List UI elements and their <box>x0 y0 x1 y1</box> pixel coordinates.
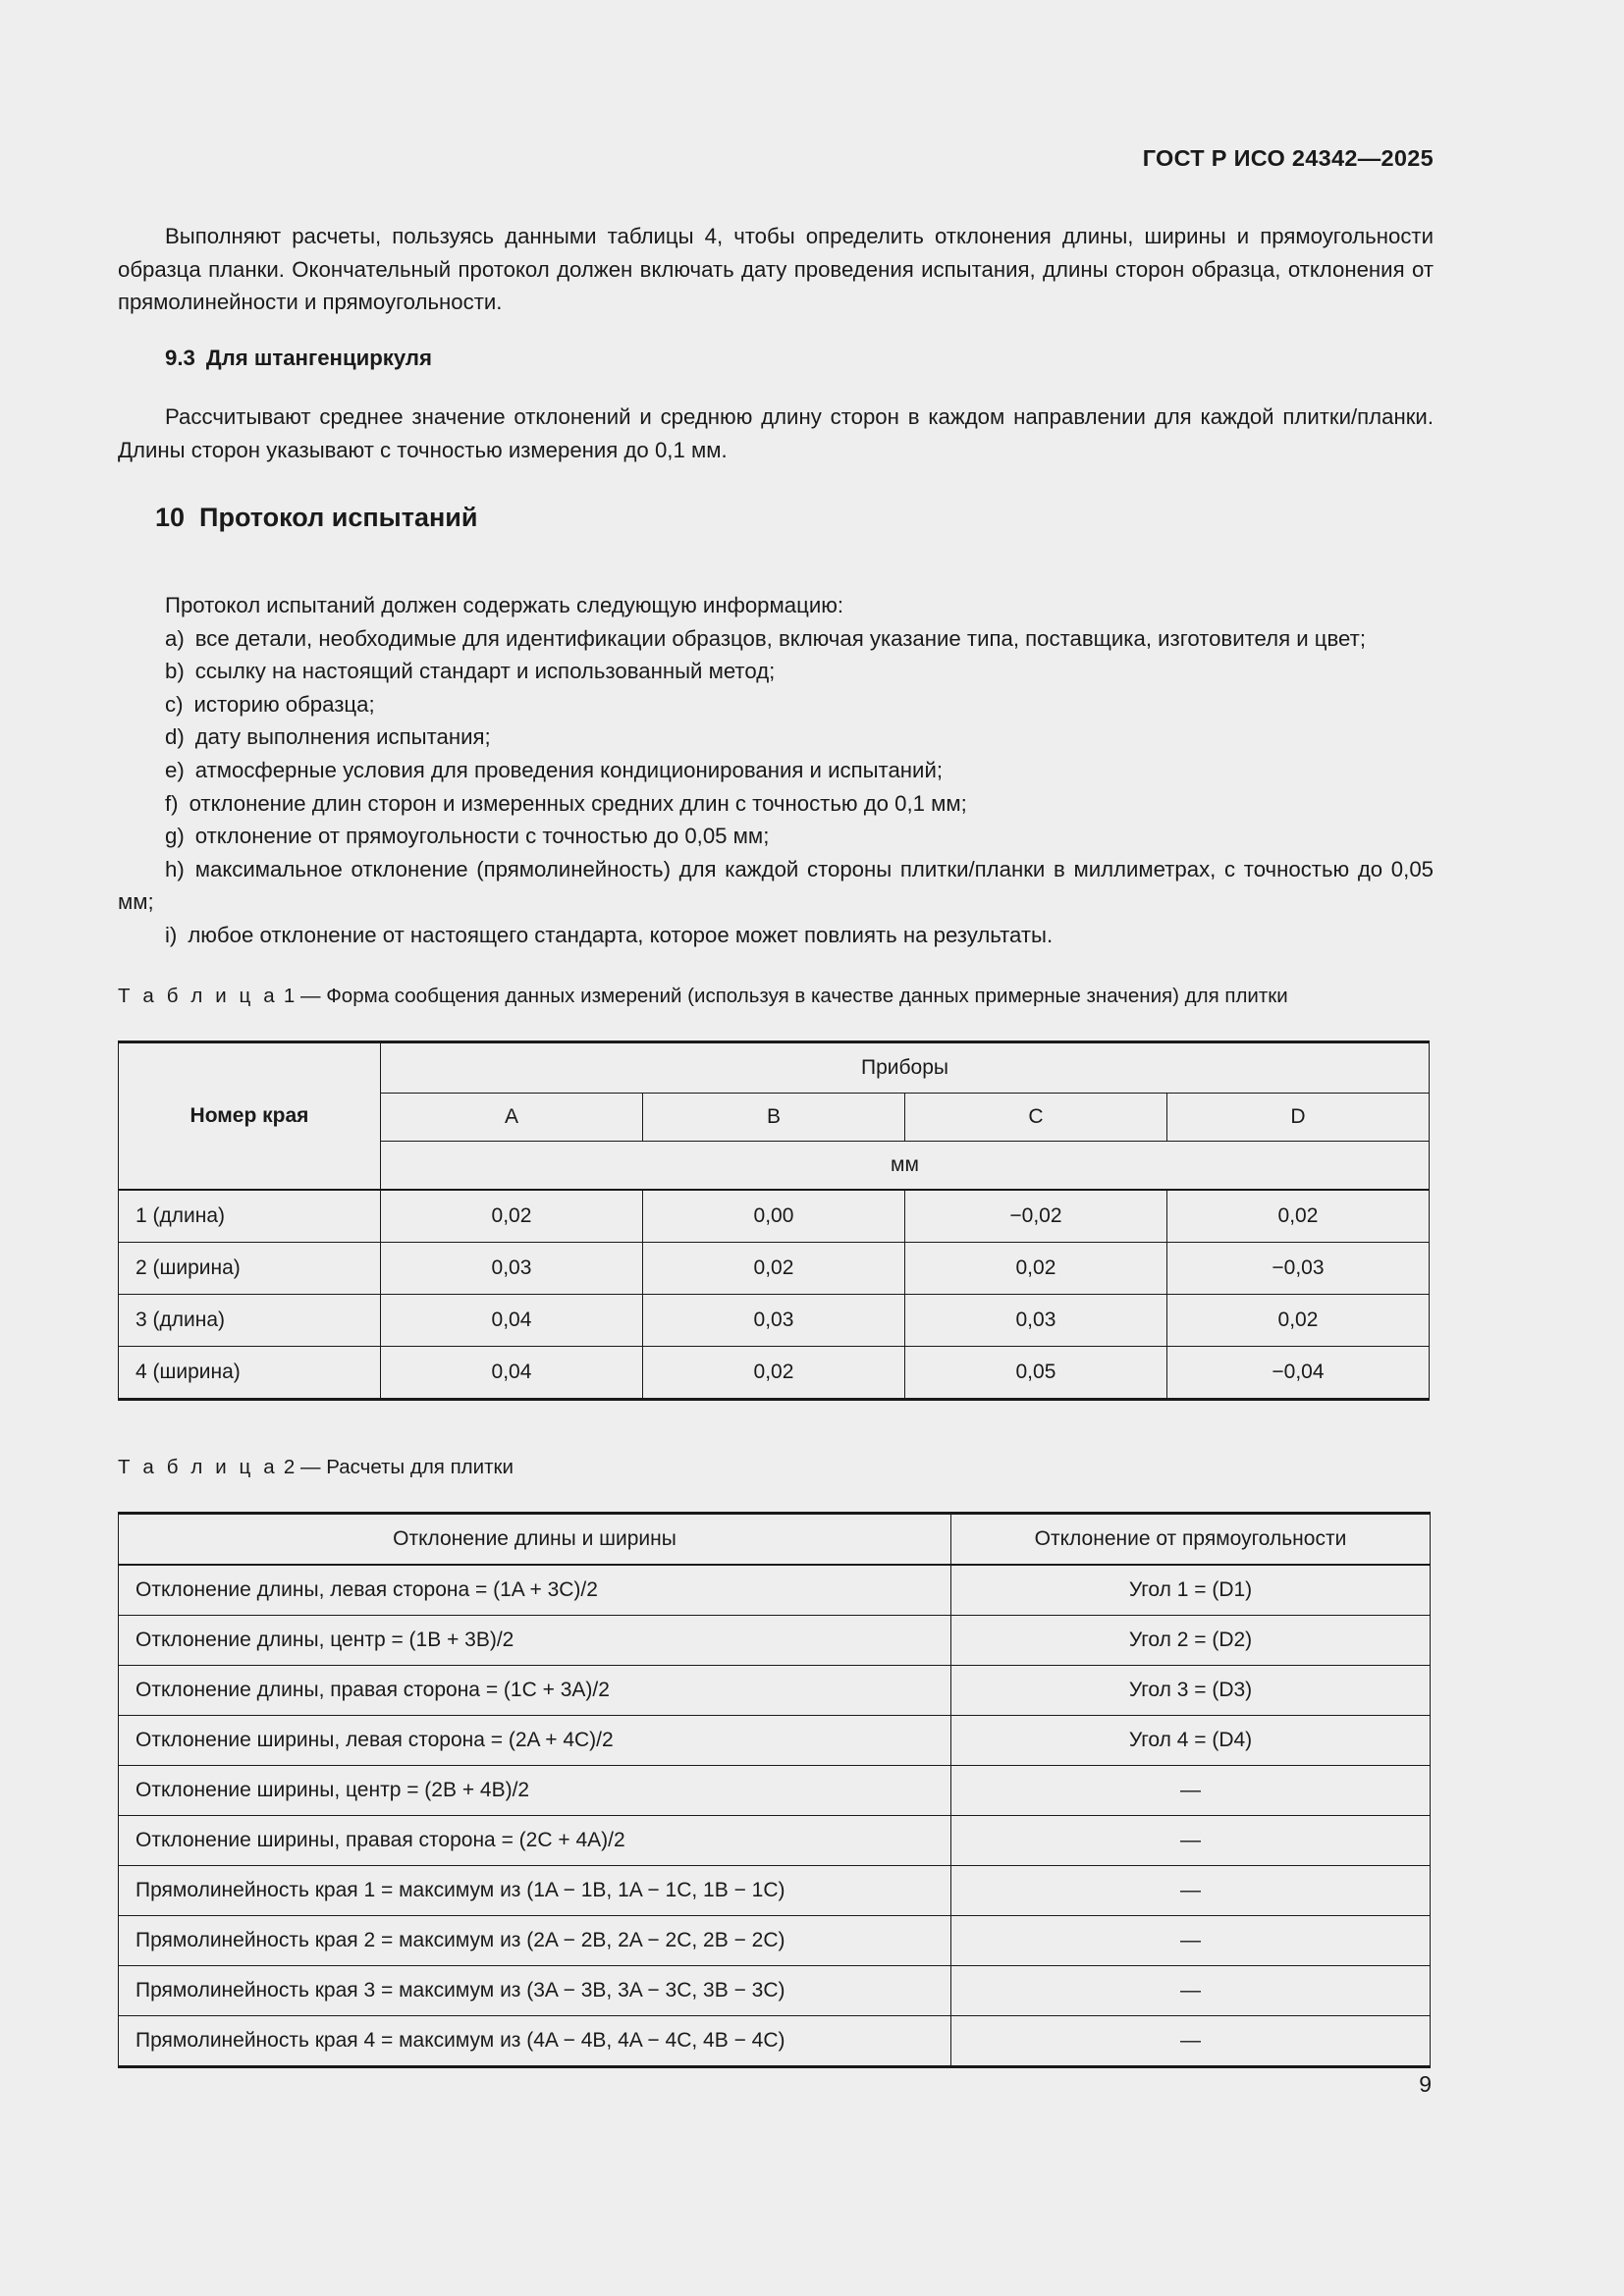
table-2-cell-formula: Отклонение ширины, левая сторона = (2A + 4C)/2 <box>119 1716 951 1766</box>
table-row <box>119 1616 1431 1666</box>
table-1-header-b: B <box>642 1094 904 1142</box>
list-item-marker: h) <box>165 856 185 881</box>
table-2-caption-dash: — <box>300 1456 321 1478</box>
table-row <box>119 1666 1431 1716</box>
table-2 <box>118 1512 1431 2068</box>
list-item-marker: g) <box>165 824 185 849</box>
section-10-body <box>118 589 1434 952</box>
intro-paragraph-block <box>118 220 1434 319</box>
table-2-cell-formula: Прямолинейность края 4 = максимум из (4A − 4B, 4A − 4C, 4B − 4C) <box>119 2016 951 2067</box>
table-1-header-d: D <box>1166 1094 1429 1142</box>
table-1-caption <box>118 982 1434 1011</box>
table-1-cell-edge: 1 (длина) <box>119 1190 381 1243</box>
table-1-caption-number: 1 <box>283 985 296 1007</box>
table-2-header-left: Отклонение длины и ширины <box>119 1514 951 1566</box>
table-row <box>119 1190 1430 1243</box>
table-2-cell-formula: Отклонение длины, центр = (1B + 3B)/2 <box>119 1616 951 1666</box>
table-1-caption-label: Т а б л и ц а <box>118 985 279 1007</box>
section-10-list-item <box>118 787 1434 821</box>
table-1-body <box>119 1190 1430 1400</box>
list-item-text: дату выполнения испытания; <box>194 724 491 750</box>
list-item-text: историю образца; <box>193 691 375 717</box>
table-row <box>119 1866 1431 1916</box>
table-1-header-c: C <box>904 1094 1166 1142</box>
table-2-cell-angle: — <box>951 1766 1431 1816</box>
list-item-marker: b) <box>165 659 185 684</box>
section-9-3-paragraph: Рассчитывают среднее значение отклонений и среднюю длину сторон в каждом направлении для каждой плитки/планки. Длины сторон указывают с точностью измерения до 0,1 мм. <box>118 404 1434 462</box>
table-1-cell-value: 0,02 <box>1166 1190 1429 1243</box>
table-1 <box>118 1041 1430 1401</box>
table-row <box>119 1716 1431 1766</box>
table-1-cell-value: 0,03 <box>642 1295 904 1347</box>
heading-9-3-title: Для штангенциркуля <box>205 346 432 370</box>
table-2-cell-formula: Прямолинейность края 1 = максимум из (1A − 1B, 1A − 1C, 1B − 1C) <box>119 1866 951 1916</box>
list-item-marker: i) <box>165 922 178 947</box>
heading-10-title: Протокол испытаний <box>199 503 478 532</box>
table-2-cell-formula: Отклонение длины, правая сторона = (1C + 3A)/2 <box>119 1666 951 1716</box>
table-1-cell-value: 0,03 <box>380 1243 642 1295</box>
table-1-cell-value: 0,03 <box>904 1295 1166 1347</box>
table-row <box>119 1916 1431 1966</box>
table-2-cell-formula: Отклонение ширины, центр = (2B + 4B)/2 <box>119 1766 951 1816</box>
table-1-cell-edge: 3 (длина) <box>119 1295 381 1347</box>
table-2-cell-angle: — <box>951 1866 1431 1916</box>
table-1-header-edge: Номер края <box>119 1042 381 1191</box>
table-1-cell-value: 0,02 <box>642 1243 904 1295</box>
heading-9-3-number: 9.3 <box>165 346 195 370</box>
table-1-cell-value: −0,03 <box>1166 1243 1429 1295</box>
list-item-text: ссылку на настоящий стандарт и использованный метод; <box>194 659 776 684</box>
section-9-3-body <box>118 400 1434 466</box>
heading-9-3 <box>118 346 1434 371</box>
table-2-header-row <box>119 1514 1431 1566</box>
section-10-list-item <box>118 655 1434 688</box>
table-2-caption <box>118 1453 1434 1482</box>
table-row <box>119 1966 1431 2016</box>
list-item-text: атмосферные условия для проведения кондиционирования и испытаний; <box>194 757 943 782</box>
section-10-list-item <box>118 754 1434 787</box>
table-1-caption-text: Форма сообщения данных измерений (используя в качестве данных примерные значения) для плитки <box>326 985 1288 1007</box>
table-1-cell-value: 0,00 <box>642 1190 904 1243</box>
table-2-cell-angle: Угол 2 = (D2) <box>951 1616 1431 1666</box>
list-item-text: максимальное отклонение (прямолинейность) для каждой стороны плитки/планки в миллиметрах, с точностью до 0,05 мм; <box>118 856 1434 915</box>
table-1-cell-value: 0,02 <box>642 1347 904 1400</box>
list-item-text: любое отклонение от настоящего стандарта, которое может повлиять на результаты. <box>188 922 1054 947</box>
table-row <box>119 1243 1430 1295</box>
intro-paragraph: Выполняют расчеты, пользуясь данными таблицы 4, чтобы определить отклонения длины, ширины и прямоугольности образца планки. Окончательный протокол должен включать дату проведения испытания, длины сторон образца, отклонения от прямолинейности и прямоугольности. <box>118 224 1434 315</box>
table-2-caption-text: Расчеты для плитки <box>326 1456 514 1478</box>
table-1-cell-value: 0,04 <box>380 1347 642 1400</box>
table-1-cell-value: −0,04 <box>1166 1347 1429 1400</box>
table-2-cell-angle: — <box>951 1966 1431 2016</box>
table-row <box>119 1565 1431 1616</box>
table-2-cell-angle: — <box>951 1816 1431 1866</box>
table-row <box>119 1766 1431 1816</box>
table-1-cell-edge: 2 (ширина) <box>119 1243 381 1295</box>
list-item-marker: f) <box>165 790 179 816</box>
running-header: ГОСТ Р ИСО 24342—2025 <box>1142 145 1434 171</box>
table-row <box>119 1347 1430 1400</box>
table-1-cell-value: 0,02 <box>380 1190 642 1243</box>
table-1-header-unit: мм <box>380 1142 1429 1191</box>
section-10-list-item <box>118 919 1434 952</box>
table-row <box>119 1295 1430 1347</box>
section-10-list <box>118 622 1434 952</box>
table-1-caption-dash: — <box>300 985 321 1007</box>
section-10-list-item <box>118 721 1434 754</box>
table-1-cell-value: −0,02 <box>904 1190 1166 1243</box>
table-2-header-right: Отклонение от прямоугольности <box>951 1514 1431 1566</box>
table-2-cell-formula: Отклонение ширины, правая сторона = (2C + 4A)/2 <box>119 1816 951 1866</box>
list-item-marker: e) <box>165 757 185 782</box>
table-2-caption-number: 2 <box>283 1456 296 1478</box>
section-10-list-item <box>118 688 1434 721</box>
table-2-cell-angle: — <box>951 2016 1431 2067</box>
table-1-header-row-group <box>119 1042 1430 1094</box>
table-2-body <box>119 1565 1431 2067</box>
section-10-list-item <box>118 820 1434 853</box>
section-10-list-item <box>118 853 1434 919</box>
table-1-header-a: A <box>380 1094 642 1142</box>
table-1-cell-value: 0,02 <box>1166 1295 1429 1347</box>
table-row <box>119 2016 1431 2067</box>
table-1-cell-edge: 4 (ширина) <box>119 1347 381 1400</box>
list-item-marker: c) <box>165 691 184 717</box>
table-1-cell-value: 0,05 <box>904 1347 1166 1400</box>
list-item-text: все детали, необходимые для идентификации образцов, включая указание типа, поставщика, изготовителя и цвет; <box>194 625 1366 651</box>
table-2-cell-angle: — <box>951 1916 1431 1966</box>
table-row <box>119 1816 1431 1866</box>
table-1-cell-value: 0,04 <box>380 1295 642 1347</box>
heading-10 <box>118 503 1434 533</box>
table-2-caption-label: Т а б л и ц а <box>118 1456 279 1478</box>
table-2-cell-formula: Прямолинейность края 3 = максимум из (3A − 3B, 3A − 3C, 3B − 3C) <box>119 1966 951 2016</box>
heading-10-number: 10 <box>155 503 186 532</box>
table-1-cell-value: 0,02 <box>904 1243 1166 1295</box>
table-2-cell-angle: Угол 3 = (D3) <box>951 1666 1431 1716</box>
table-2-cell-formula: Прямолинейность края 2 = максимум из (2A − 2B, 2A − 2C, 2B − 2C) <box>119 1916 951 1966</box>
list-item-text: отклонение от прямоугольности с точностью до 0,05 мм; <box>194 824 770 849</box>
section-10-lead: Протокол испытаний должен содержать следующую информацию: <box>165 593 844 617</box>
page-number: 9 <box>1419 2071 1432 2097</box>
list-item-text: отклонение длин сторон и измеренных средних длин с точностью до 0,1 мм; <box>189 790 967 816</box>
table-2-cell-angle: Угол 1 = (D1) <box>951 1565 1431 1616</box>
table-2-cell-formula: Отклонение длины, левая сторона = (1A + 3C)/2 <box>119 1565 951 1616</box>
table-2-cell-angle: Угол 4 = (D4) <box>951 1716 1431 1766</box>
table-1-header-instruments-group: Приборы <box>380 1042 1429 1094</box>
list-item-marker: a) <box>165 625 185 651</box>
list-item-marker: d) <box>165 724 185 750</box>
section-10-list-item <box>118 622 1434 656</box>
